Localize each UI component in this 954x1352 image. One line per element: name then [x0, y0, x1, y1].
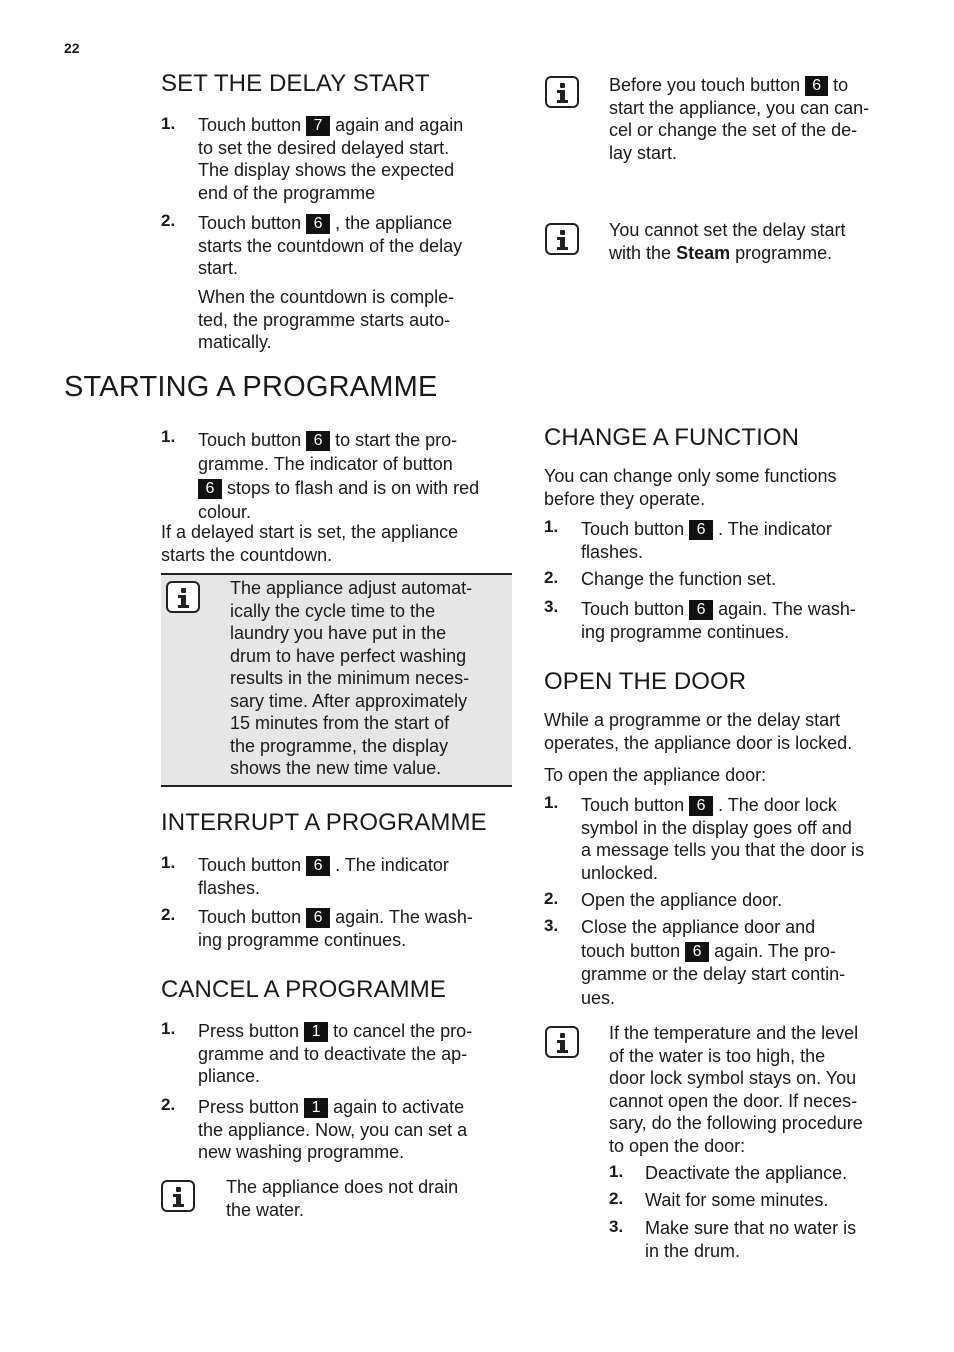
button-badge-6: 6: [306, 856, 330, 876]
interrupt-step-2: Touch button 6 again. The wash- ing programme continues.: [198, 907, 473, 950]
delay-step-1: Touch button 7 again and again to set the desired delayed start. The display shows the expected end of the programme: [198, 115, 464, 203]
note-step-2: Wait for some minutes.: [645, 1190, 829, 1210]
cancel-note: The appliance does not drain the water.: [226, 1177, 459, 1220]
step-number: 1.: [161, 427, 176, 446]
button-badge-6: 6: [306, 214, 330, 234]
cancel-step-1: Press button 1 to cancel the pro- gramme and to deactivate the ap- pliance.: [198, 1021, 473, 1086]
heading-starting-programme: STARTING A PROGRAMME: [64, 371, 438, 403]
info-icon: [166, 581, 200, 613]
note-step-3: Make sure that no water is in the drum.: [645, 1218, 857, 1261]
change-intro: You can change only some functions before they operate.: [544, 466, 837, 509]
delay-note-1: Before you touch button 6 to start the appliance, you can can- cel or change the set of the de- lay start.: [609, 75, 870, 163]
step-number: 2.: [544, 889, 559, 908]
info-icon: [161, 1180, 195, 1212]
step-number: 3.: [609, 1217, 624, 1236]
button-badge-6: 6: [805, 76, 828, 96]
starting-note: The appliance adjust automat- ically the cycle time to the laundry you have put in the drum to have perfect washing results in the minimum neces- sary time. After approximately 15 minutes from the start of the programme, the display shows the new time value.: [230, 578, 473, 778]
info-icon: [545, 1026, 579, 1058]
step-number: 2.: [161, 211, 176, 230]
open-door-step-1: Touch button 6 . The door lock symbol in the display goes off and a message tells you that the door is unlocked.: [581, 795, 865, 883]
button-badge-6: 6: [689, 796, 713, 816]
step-number: 3.: [544, 597, 559, 616]
info-icon: [545, 223, 579, 255]
step-number: 1.: [161, 853, 176, 872]
button-badge-6: 6: [685, 942, 709, 962]
step-number: 1.: [609, 1162, 624, 1181]
cancel-step-2: Press button 1 again to activate the appliance. Now, you can set a new washing programme.: [198, 1097, 468, 1162]
heading-cancel-programme: CANCEL A PROGRAMME: [161, 976, 446, 1003]
button-badge-6: 6: [689, 600, 713, 620]
starting-after-text: If a delayed start is set, the appliance starts the countdown.: [161, 522, 459, 565]
button-badge-6: 6: [306, 431, 330, 451]
change-step-2: Change the function set.: [581, 569, 777, 589]
button-badge-1: 1: [304, 1022, 328, 1042]
open-door-note: If the temperature and the level of the water is too high, the door lock symbol stays on. You cannot open the door. If neces- sary, do the following procedure to open the door:: [609, 1023, 863, 1156]
change-step-1: Touch button 6 . The indicator flashes.: [581, 519, 832, 562]
step-number: 1.: [544, 517, 559, 536]
open-door-step-3: Close the appliance door and touch button 6 again. The pro- gramme or the delay start contin- ues.: [581, 917, 846, 1008]
step-number: 3.: [544, 916, 559, 935]
starting-step-1: Touch button 6 to start the pro- gramme. The indicator of button 6 stops to flash and is on with red colour.: [198, 430, 480, 522]
step-number: 1.: [161, 114, 176, 133]
delay-step-2: Touch button 6 , the appliance starts the countdown of the delay start.: [198, 213, 463, 278]
delay-note-2: You cannot set the delay start with the Steam programme.: [609, 220, 846, 263]
heading-set-delay-start: SET THE DELAY START: [161, 70, 430, 97]
button-badge-7: 7: [306, 116, 330, 136]
interrupt-step-1: Touch button 6 . The indicator flashes.: [198, 855, 449, 898]
button-badge-6: 6: [198, 479, 222, 499]
open-door-step-2: Open the appliance door.: [581, 890, 783, 910]
step-number: 1.: [544, 793, 559, 812]
delay-after-text: When the countdown is comple- ted, the programme starts auto- matically.: [198, 287, 455, 352]
info-icon: [545, 76, 579, 108]
page-number: 22: [64, 40, 80, 56]
step-number: 2.: [161, 1095, 176, 1114]
heading-change-function: CHANGE A FUNCTION: [544, 424, 800, 451]
button-badge-6: 6: [306, 908, 330, 928]
change-step-3: Touch button 6 again. The wash- ing programme continues.: [581, 599, 856, 642]
button-badge-6: 6: [689, 520, 713, 540]
step-number: 2.: [161, 905, 176, 924]
step-number: 2.: [609, 1189, 624, 1208]
step-number: 2.: [544, 568, 559, 587]
heading-interrupt-programme: INTERRUPT A PROGRAMME: [161, 809, 487, 836]
heading-open-door: OPEN THE DOOR: [544, 668, 747, 695]
note-step-1: Deactivate the appliance.: [645, 1163, 848, 1183]
open-door-to-open: To open the appliance door:: [544, 765, 767, 785]
button-badge-1: 1: [304, 1098, 328, 1118]
open-door-intro: While a programme or the delay start operates, the appliance door is locked.: [544, 710, 853, 753]
step-number: 1.: [161, 1019, 176, 1038]
